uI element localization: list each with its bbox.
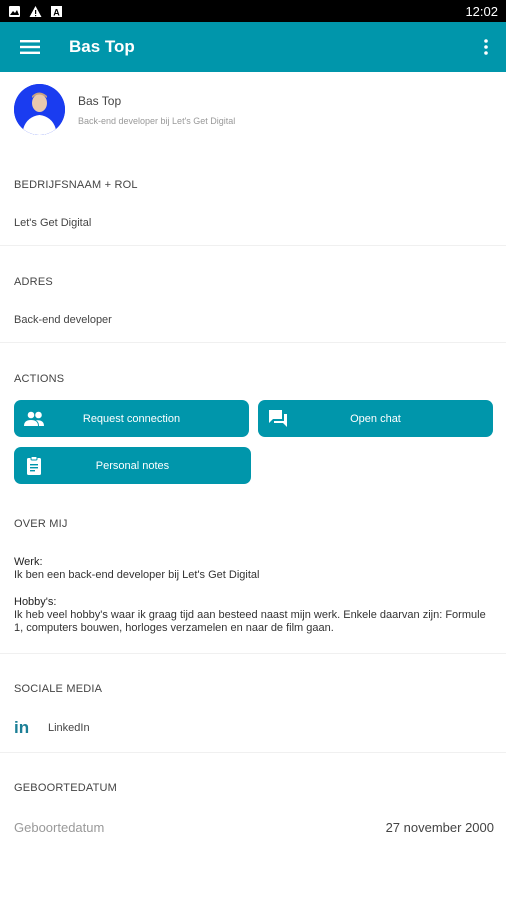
about-work — [14, 556, 494, 582]
company-value: Let's Get Digital — [14, 217, 92, 229]
chat-icon — [266, 407, 290, 431]
profile-name: Bas Top — [78, 94, 122, 108]
clock: 12:02 — [465, 3, 498, 19]
avatar[interactable] — [14, 84, 65, 135]
birthday-label: Geboortedatum — [14, 820, 105, 835]
actions-section-title: ACTIONS — [14, 373, 65, 385]
company-section-title: BEDRIJFSNAAM + ROL — [14, 179, 138, 191]
person-photo-icon — [14, 84, 65, 135]
clipboard-icon — [22, 454, 46, 478]
address-value: Back-end developer — [14, 314, 112, 326]
svg-text:A: A — [53, 7, 60, 17]
profile-header — [14, 84, 494, 140]
people-icon — [22, 407, 46, 431]
divider — [0, 653, 506, 654]
about-section-title: OVER MIJ — [14, 518, 68, 530]
hamburger-menu-icon — [20, 40, 40, 54]
about-hobbies — [14, 596, 494, 635]
social-section-title: SOCIALE MEDIA — [14, 683, 103, 695]
linkedin-label: LinkedIn — [48, 722, 90, 734]
menu-button[interactable] — [5, 22, 55, 72]
page-title: Bas Top — [69, 37, 135, 56]
birthday-value: 27 november 2000 — [385, 820, 494, 835]
work-text: Ik ben een back-end developer bij Let's Get Digital — [14, 569, 260, 581]
divider — [0, 342, 506, 343]
personal-notes-button[interactable] — [14, 447, 251, 484]
hobby-text: Ik heb veel hobby's waar ik graag tijd aan besteed naast mijn werk. Enkele daarvan zijn: Formule 1, computers bouwen, horloges verzamelen en naar de film gaan. — [14, 609, 486, 634]
personal-notes-label: Personal notes — [95, 459, 170, 472]
open-chat-button[interactable] — [258, 400, 493, 437]
linkedin-icon: in — [14, 718, 30, 737]
more-vert-icon — [484, 39, 488, 55]
warning-icon — [29, 5, 42, 18]
address-section-title: ADRES — [14, 276, 53, 288]
app-bar — [0, 22, 506, 72]
birthday-section-title: GEBOORTEDATUM — [14, 782, 118, 794]
open-chat-label: Open chat — [350, 412, 401, 425]
request-connection-button[interactable] — [14, 400, 249, 437]
overflow-menu-button[interactable] — [466, 22, 506, 72]
request-connection-label: Request connection — [82, 412, 181, 425]
work-label: Werk: — [14, 556, 43, 568]
image-icon — [8, 5, 21, 18]
status-bar — [0, 0, 506, 22]
divider — [0, 752, 506, 753]
linkedin-link[interactable] — [14, 718, 90, 738]
divider — [0, 245, 506, 246]
a-box-icon — [50, 5, 63, 18]
profile-subtitle: Back-end developer bij Let's Get Digital — [78, 116, 236, 126]
hobby-label: Hobby's: — [14, 596, 57, 608]
